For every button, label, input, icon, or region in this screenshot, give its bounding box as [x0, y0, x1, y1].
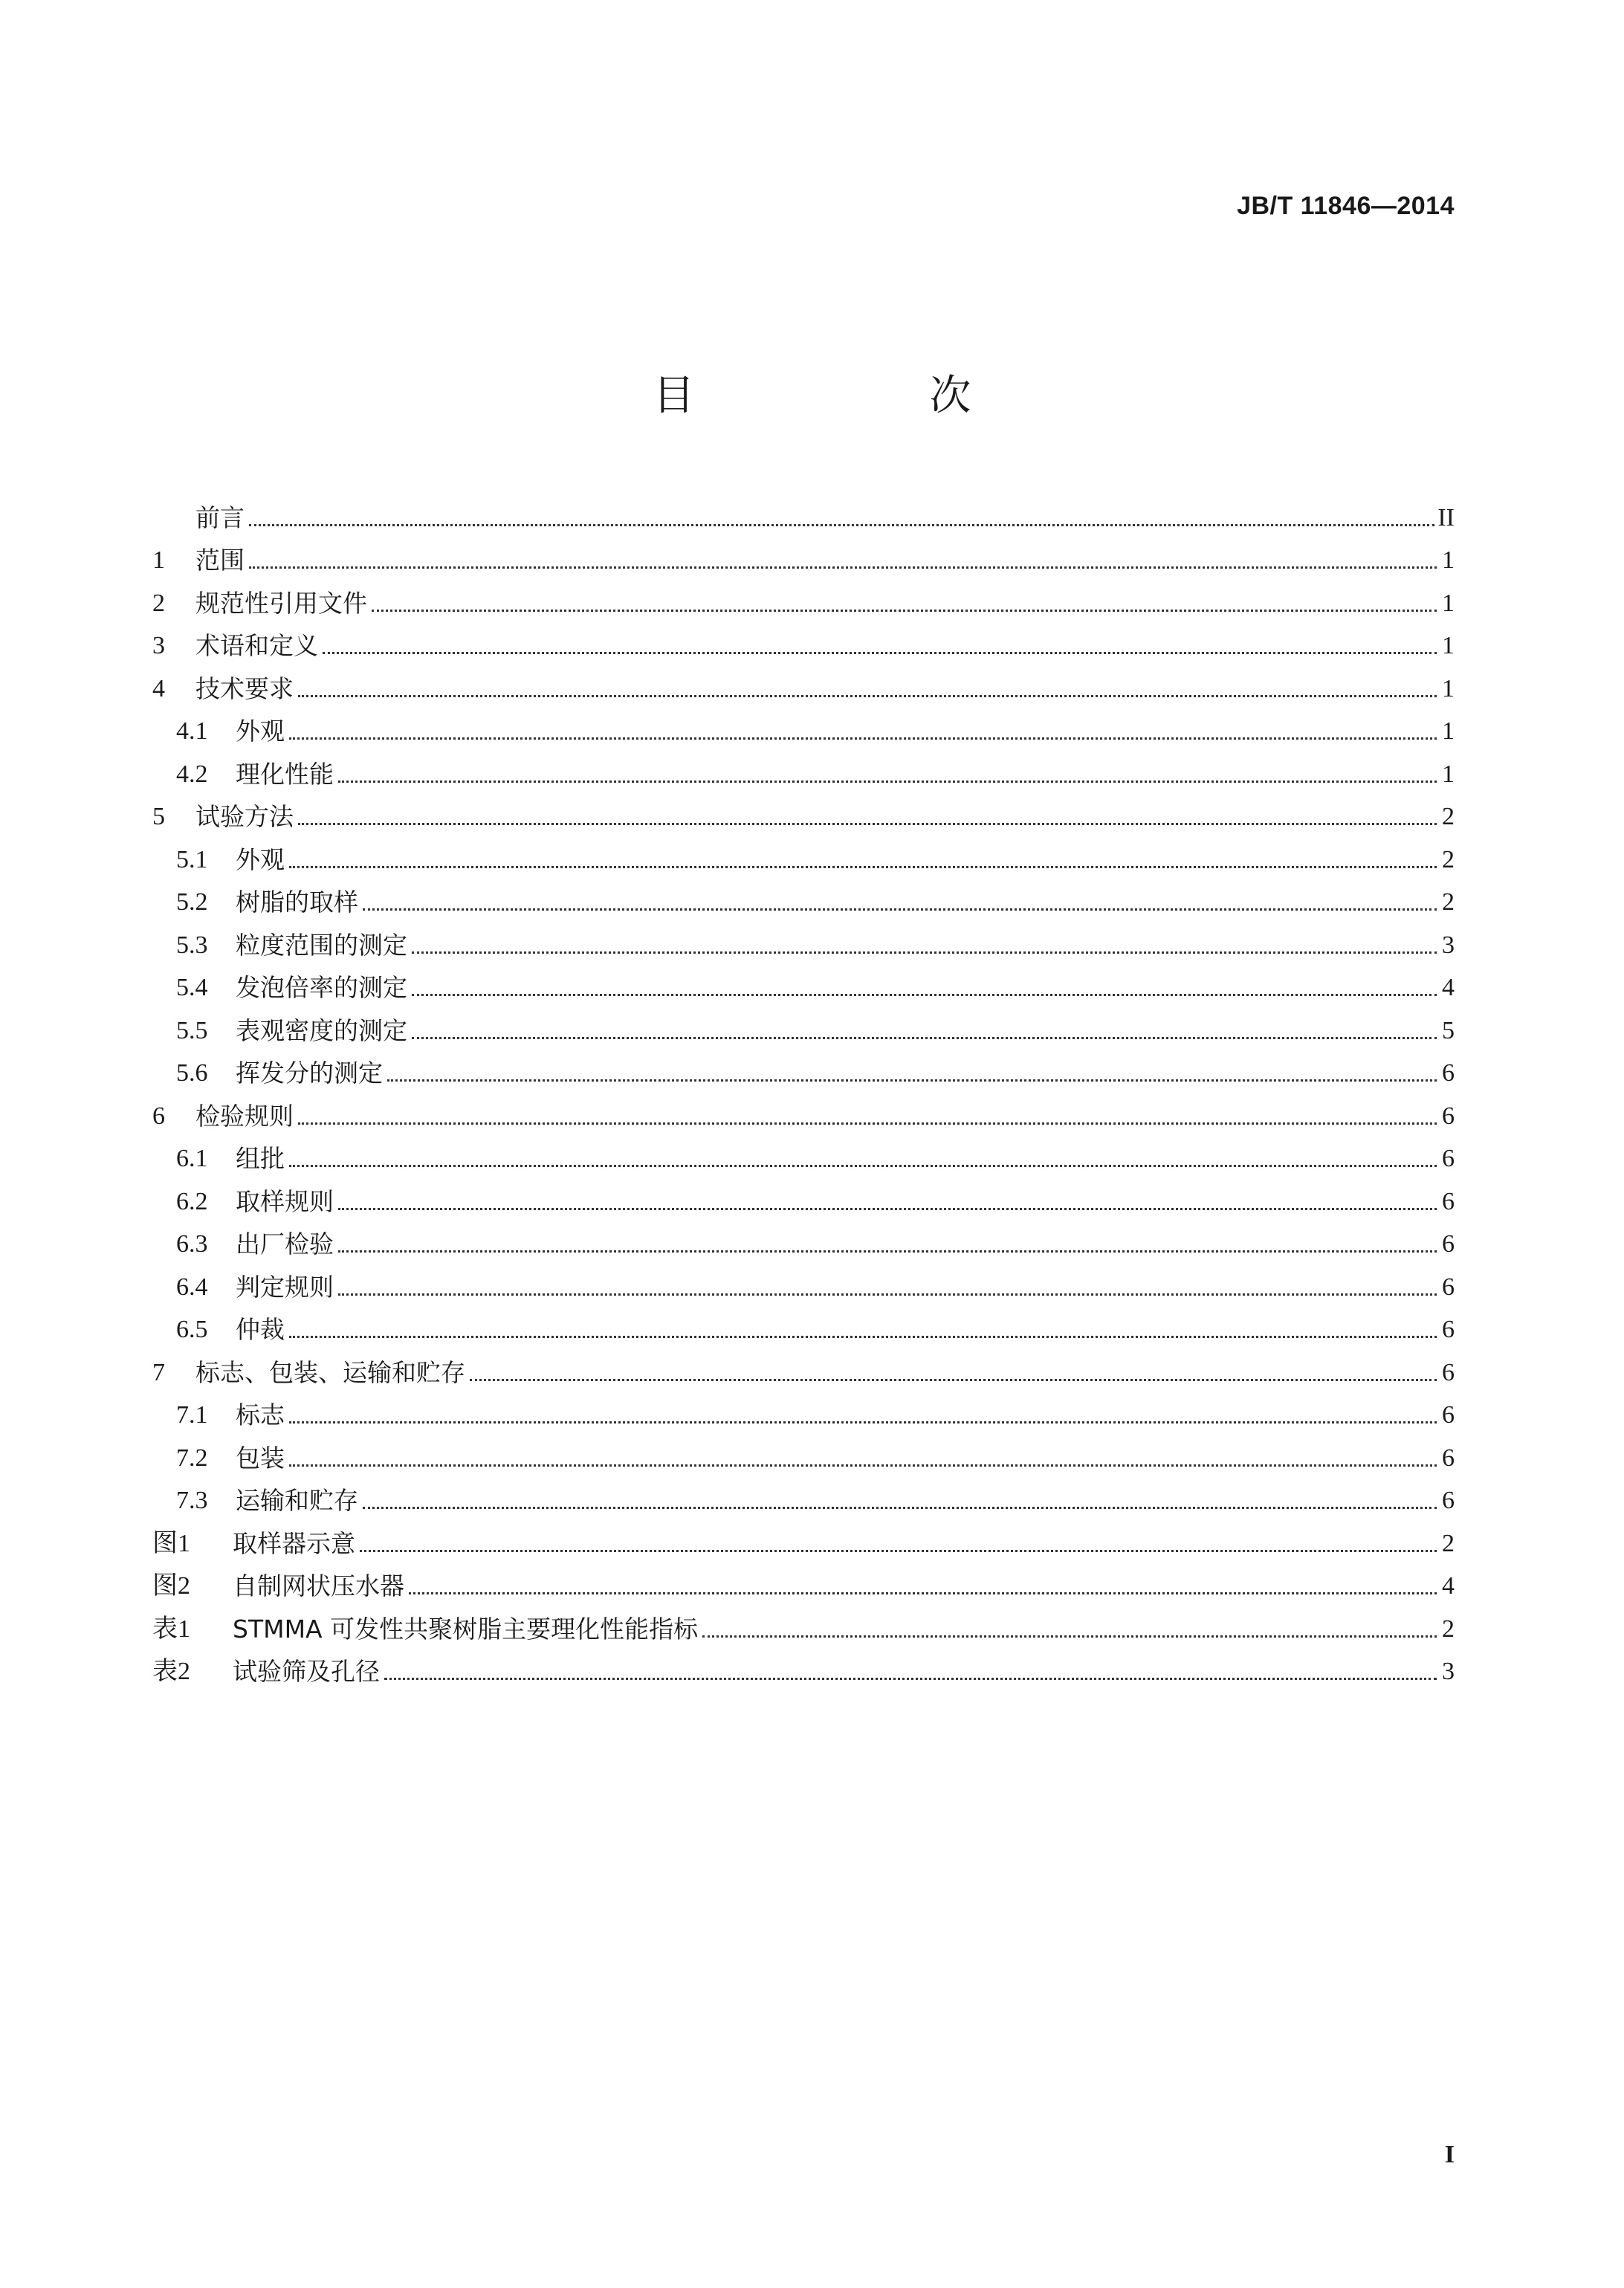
toc-entry-label: 试验筛及孔径 — [233, 1657, 380, 1686]
toc-entry-page: 1 — [1442, 589, 1455, 617]
toc-leader-dots — [412, 1037, 1437, 1039]
toc-entry-label: 仲裁 — [236, 1315, 285, 1344]
toc-leader-dots — [249, 566, 1437, 569]
toc-leader-dots — [360, 1550, 1437, 1552]
toc-entry-label: 技术要求 — [195, 673, 294, 703]
toc-entry[interactable] — [152, 1650, 1455, 1693]
toc-entry[interactable] — [152, 795, 1455, 838]
toc-entry-page: 6 — [1442, 1145, 1455, 1172]
toc-entry-label: 判定规则 — [236, 1272, 334, 1302]
toc-entry[interactable] — [152, 710, 1455, 753]
toc-entry-number: 图2 — [152, 1572, 190, 1600]
toc-leader-dots — [338, 1208, 1437, 1210]
toc-entry-label: 取样器示意 — [233, 1528, 355, 1558]
toc-leader-dots — [289, 737, 1437, 740]
toc-entry-page: II — [1437, 503, 1455, 531]
toc-entry-number: 7 — [152, 1358, 165, 1386]
toc-entry-page: 1 — [1442, 760, 1455, 788]
toc-leader-dots — [338, 1250, 1437, 1253]
toc-entry-label: 标志、包装、运输和贮存 — [195, 1357, 465, 1387]
toc-entry-label: 试验方法 — [195, 802, 294, 831]
toc-leader-dots — [298, 823, 1437, 825]
toc-entry[interactable] — [152, 923, 1455, 966]
document-code: JB/T 11846—2014 — [1237, 192, 1455, 220]
toc-entry-number: 5.4 — [176, 974, 208, 1001]
page-number: I — [1444, 2141, 1455, 2168]
toc-entry-label: 包装 — [236, 1443, 285, 1473]
toc-leader-dots — [289, 866, 1437, 868]
toc-entry-page: 6 — [1442, 1316, 1455, 1343]
toc-leader-dots — [323, 652, 1437, 654]
toc-entry-page: 3 — [1442, 931, 1455, 959]
toc-entry-page: 3 — [1442, 1658, 1455, 1685]
toc-entry-label: 表观密度的测定 — [236, 1015, 407, 1045]
toc-leader-dots — [298, 1122, 1437, 1125]
toc-leader-dots — [372, 610, 1437, 612]
toc-entry-label: 挥发分的测定 — [236, 1059, 383, 1088]
toc-entry[interactable] — [152, 1052, 1455, 1095]
toc-entry-number: 4 — [152, 674, 165, 702]
toc-entry-number: 4.1 — [176, 717, 208, 745]
toc-entry-page: 6 — [1442, 1230, 1455, 1258]
toc-entry-label: 理化性能 — [236, 759, 334, 789]
toc-entry-label: 范围 — [195, 546, 245, 575]
toc-leader-dots — [289, 1421, 1437, 1423]
toc-entry[interactable] — [152, 581, 1455, 624]
toc-entry[interactable] — [152, 1308, 1455, 1351]
toc-entry-label: 粒度范围的测定 — [236, 930, 407, 960]
toc-entry-page: 6 — [1442, 1358, 1455, 1386]
toc-entry[interactable] — [152, 1565, 1455, 1608]
toc-entry-page: 6 — [1442, 1059, 1455, 1087]
toc-entry-page: 1 — [1442, 546, 1455, 574]
toc-entry-number: 表1 — [152, 1615, 190, 1643]
toc-entry-label: 自制网状压水器 — [233, 1571, 404, 1600]
toc-entry-label: 运输和贮存 — [236, 1486, 358, 1515]
toc-entry-number: 表2 — [152, 1658, 190, 1685]
toc-entry-number: 6.1 — [176, 1145, 208, 1172]
toc-entry-label: 外观 — [236, 717, 285, 746]
toc-entry-number: 6.4 — [176, 1273, 208, 1301]
toc-entry[interactable] — [152, 624, 1455, 668]
toc-entry-number: 7.2 — [176, 1444, 208, 1472]
toc-entry-number: 5.2 — [176, 888, 208, 916]
toc-entry-label: 树脂的取样 — [236, 888, 358, 917]
toc-title: 目 次 — [653, 372, 1068, 420]
toc-entry-label: STMMA 可发性共聚树脂主要理化性能指标 — [233, 1614, 699, 1644]
toc-entry-number: 1 — [152, 546, 165, 574]
toc-entry-number: 5.6 — [176, 1059, 208, 1087]
toc-entry-number: 6.3 — [176, 1230, 208, 1258]
toc-entry-label: 规范性引用文件 — [195, 588, 367, 618]
toc-entry-page: 2 — [1442, 1615, 1455, 1643]
toc-entry-number: 5.3 — [176, 931, 208, 959]
toc-entry-number: 3 — [152, 632, 165, 659]
toc-entry-page: 6 — [1442, 1187, 1455, 1215]
toc-leader-dots — [338, 1293, 1437, 1296]
toc-leader-dots — [338, 781, 1437, 783]
toc-entry-page: 2 — [1442, 803, 1455, 830]
toc-entry[interactable] — [152, 1094, 1455, 1137]
toc-entry-page: 5 — [1442, 1016, 1455, 1044]
toc-entry-page: 6 — [1442, 1444, 1455, 1472]
toc-entry[interactable] — [152, 1137, 1455, 1180]
toc-entry-number: 5.1 — [176, 845, 208, 873]
toc-entry[interactable] — [152, 1522, 1455, 1565]
toc-entry-label: 取样规则 — [236, 1186, 334, 1216]
toc-entry-number: 6.2 — [176, 1187, 208, 1215]
toc-entry-number: 6.5 — [176, 1316, 208, 1343]
toc-leader-dots — [289, 1336, 1437, 1338]
toc-entry-number: 7.1 — [176, 1401, 208, 1429]
toc-entry[interactable] — [152, 752, 1455, 795]
toc-leader-dots — [409, 1592, 1437, 1594]
toc-entry-page: 6 — [1442, 1401, 1455, 1429]
toc-entry-page: 2 — [1442, 888, 1455, 916]
toc-entry-page: 2 — [1442, 845, 1455, 873]
toc-entry-page: 6 — [1442, 1102, 1455, 1130]
toc-leader-dots — [249, 524, 1434, 526]
toc-entry-page: 6 — [1442, 1487, 1455, 1514]
toc-leader-dots — [363, 908, 1437, 911]
toc-entry-number: 7.3 — [176, 1487, 208, 1514]
toc-entry-page: 4 — [1442, 974, 1455, 1001]
table-of-contents — [152, 496, 1455, 1693]
toc-leader-dots — [412, 951, 1437, 954]
toc-entry[interactable] — [152, 1394, 1455, 1437]
toc-entry[interactable] — [152, 1223, 1455, 1266]
toc-entry-number: 2 — [152, 589, 165, 617]
toc-entry-label: 组批 — [236, 1144, 285, 1173]
toc-entry-page: 4 — [1442, 1572, 1455, 1600]
toc-entry[interactable] — [152, 881, 1455, 924]
toc-entry-label: 术语和定义 — [195, 631, 318, 660]
toc-entry-label: 外观 — [236, 844, 285, 874]
toc-leader-dots — [470, 1379, 1437, 1381]
toc-leader-dots — [387, 1079, 1437, 1082]
toc-entry-label: 发泡倍率的测定 — [236, 973, 407, 1002]
toc-entry-label: 标志 — [236, 1400, 285, 1429]
toc-entry-number: 图1 — [152, 1529, 190, 1557]
toc-entry[interactable] — [152, 1180, 1455, 1223]
toc-entry[interactable] — [152, 1436, 1455, 1479]
toc-entry-number: 5 — [152, 803, 165, 830]
toc-entry[interactable] — [152, 1607, 1455, 1650]
toc-entry-page: 2 — [1442, 1529, 1455, 1557]
toc-entry-page: 1 — [1442, 717, 1455, 745]
toc-leader-dots — [384, 1678, 1437, 1680]
toc-leader-dots — [363, 1507, 1437, 1509]
toc-leader-dots — [289, 1165, 1437, 1167]
toc-leader-dots — [298, 695, 1437, 697]
toc-entry-label: 前言 — [195, 502, 245, 532]
toc-leader-dots — [412, 994, 1437, 996]
toc-entry[interactable] — [152, 1265, 1455, 1308]
toc-leader-dots — [702, 1635, 1437, 1638]
toc-entry-page: 1 — [1442, 632, 1455, 659]
toc-entry[interactable] — [152, 1351, 1455, 1394]
toc-entry[interactable] — [152, 1479, 1455, 1522]
toc-entry[interactable] — [152, 539, 1455, 582]
toc-entry-number: 5.5 — [176, 1016, 208, 1044]
toc-entry-label: 出厂检验 — [236, 1229, 334, 1258]
toc-leader-dots — [289, 1464, 1437, 1467]
toc-entry[interactable] — [152, 667, 1455, 710]
toc-entry-label: 检验规则 — [195, 1101, 294, 1131]
toc-entry[interactable] — [152, 966, 1455, 1009]
toc-entry[interactable] — [152, 838, 1455, 881]
toc-entry-page: 6 — [1442, 1273, 1455, 1301]
toc-entry-number: 4.2 — [176, 760, 208, 788]
toc-entry-page: 1 — [1442, 674, 1455, 702]
toc-entry[interactable] — [152, 496, 1455, 539]
toc-entry[interactable] — [152, 1009, 1455, 1052]
toc-entry-number: 6 — [152, 1102, 165, 1130]
